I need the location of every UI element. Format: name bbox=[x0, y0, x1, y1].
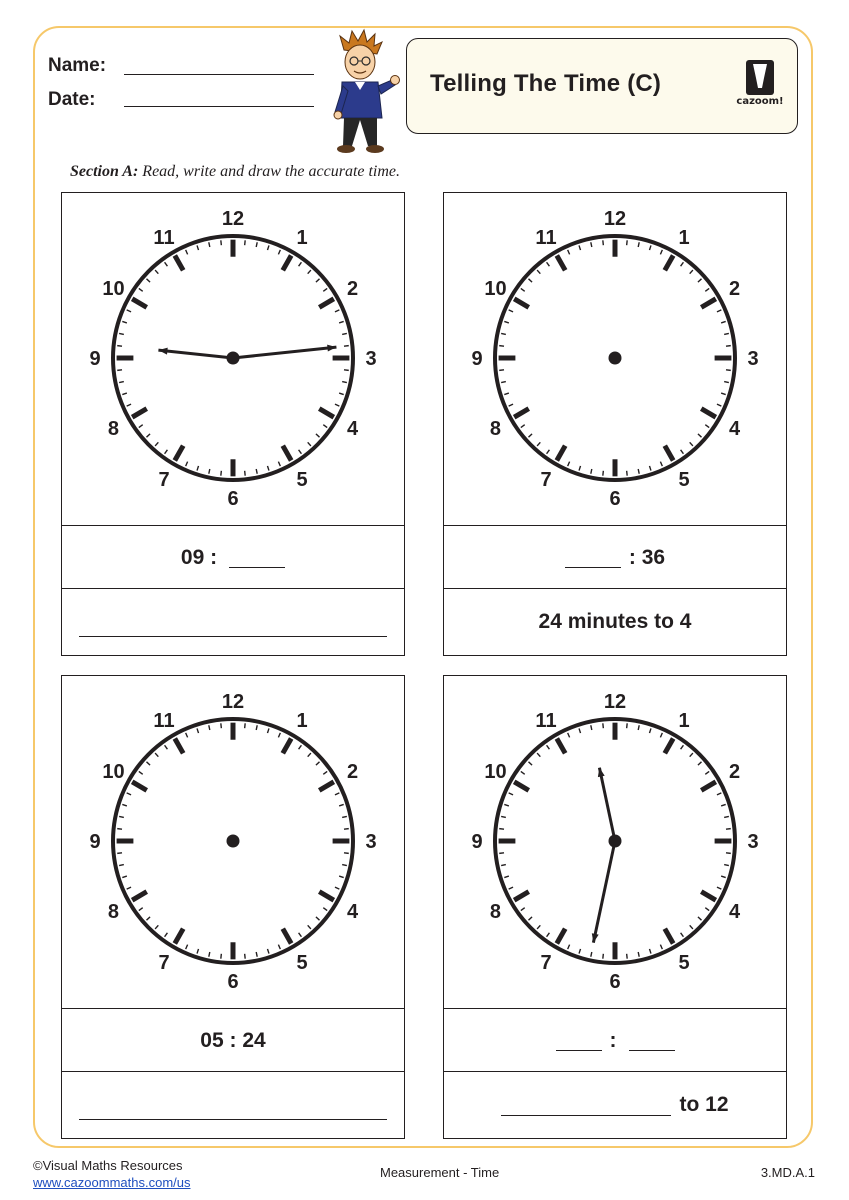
minute-tick bbox=[256, 725, 257, 730]
clock-number: 4 bbox=[728, 418, 741, 440]
digital-hours: 09 : bbox=[180, 545, 218, 569]
name-label: Name: bbox=[48, 55, 107, 76]
mascot-boy-illustration bbox=[322, 28, 402, 156]
clock-number: 1 bbox=[296, 226, 308, 249]
minute-tick bbox=[245, 954, 246, 959]
clock-number: 7 bbox=[158, 469, 170, 492]
website-link[interactable]: www.cazoommaths.com/us bbox=[33, 1175, 191, 1190]
minute-tick bbox=[245, 723, 246, 728]
clock-number: 1 bbox=[296, 709, 308, 732]
clock-center-dot bbox=[609, 352, 622, 365]
minute-tick bbox=[501, 333, 506, 334]
clock-number: 8 bbox=[107, 901, 120, 923]
clock-number: 3 bbox=[365, 831, 377, 853]
clock-number: 2 bbox=[728, 278, 741, 300]
words-time-row bbox=[62, 588, 404, 655]
clock-number: 8 bbox=[489, 901, 502, 923]
clock-number: 6 bbox=[609, 971, 621, 993]
minute-tick bbox=[726, 370, 731, 371]
minute-tick bbox=[119, 333, 124, 334]
clock-number: 10 bbox=[484, 761, 507, 783]
minute-tick bbox=[117, 346, 122, 347]
clock-number: 12 bbox=[221, 691, 245, 713]
minute-tick bbox=[119, 865, 124, 866]
clock-number: 11 bbox=[153, 709, 175, 732]
minute-tick bbox=[591, 242, 592, 247]
clock-number: 9 bbox=[471, 831, 483, 853]
logo-text: cazoom! bbox=[736, 96, 784, 107]
clock-number: 8 bbox=[107, 418, 120, 440]
cazoom-trophy-icon bbox=[726, 58, 794, 98]
name-field-line[interactable] bbox=[124, 74, 314, 75]
minute-tick bbox=[209, 952, 210, 957]
instruction-text: Read, write and draw the accurate time. bbox=[142, 163, 401, 180]
minute-tick bbox=[245, 240, 246, 245]
footer-topic: Measurement - Time bbox=[380, 1165, 500, 1180]
date-field-line[interactable] bbox=[124, 106, 314, 107]
clock-face bbox=[460, 686, 770, 996]
minute-tick bbox=[726, 853, 731, 854]
minute-tick bbox=[256, 952, 257, 957]
minute-tick bbox=[117, 370, 122, 371]
minute-tick bbox=[627, 240, 628, 245]
clock-number: 7 bbox=[540, 952, 552, 975]
minute-tick bbox=[724, 333, 729, 334]
minute-tick bbox=[591, 469, 592, 474]
clock-number: 1 bbox=[678, 226, 690, 249]
clock-number: 11 bbox=[535, 226, 557, 249]
question-panel-4 bbox=[443, 675, 787, 1139]
words-answer-blank[interactable] bbox=[79, 1091, 387, 1120]
minute-tick bbox=[724, 382, 729, 383]
digital-separator: : bbox=[609, 1028, 617, 1052]
clock-number: 6 bbox=[227, 971, 239, 993]
clock-center-dot bbox=[227, 835, 240, 848]
worksheet-title: Telling The Time (C) bbox=[430, 70, 662, 97]
words-time-row bbox=[444, 1071, 786, 1138]
footer-credits bbox=[33, 1157, 191, 1191]
digital-time-text: 05 : 24 bbox=[200, 1028, 266, 1052]
clock-face bbox=[78, 203, 388, 513]
minute-tick bbox=[501, 865, 506, 866]
minute-tick bbox=[638, 725, 639, 730]
clock-number: 5 bbox=[296, 469, 308, 492]
words-answer-blank[interactable] bbox=[501, 1095, 671, 1116]
minute-tick bbox=[726, 346, 731, 347]
clock-number: 12 bbox=[221, 208, 245, 230]
minute-tick bbox=[591, 725, 592, 730]
clock-number: 4 bbox=[346, 418, 359, 440]
clock-number: 6 bbox=[227, 488, 239, 510]
clock-number: 1 bbox=[678, 709, 690, 732]
clock-number: 7 bbox=[540, 469, 552, 492]
digital-time-row bbox=[62, 525, 404, 589]
digital-time-row bbox=[444, 525, 786, 589]
minute-tick bbox=[342, 382, 347, 383]
minute-tick bbox=[209, 469, 210, 474]
question-panel-3 bbox=[61, 675, 405, 1139]
minute-tick bbox=[726, 829, 731, 830]
minute-tick bbox=[627, 954, 628, 959]
minute-tick bbox=[117, 853, 122, 854]
question-panel-2 bbox=[443, 192, 787, 656]
clock-center-dot bbox=[227, 352, 240, 365]
clock-number: 12 bbox=[603, 208, 627, 230]
minute-tick bbox=[603, 954, 604, 959]
minute-tick bbox=[344, 370, 349, 371]
clock-number: 11 bbox=[535, 709, 557, 732]
words-time-row bbox=[444, 588, 786, 655]
minute-tick bbox=[209, 242, 210, 247]
clock-face bbox=[78, 686, 388, 996]
minute-tick bbox=[603, 471, 604, 476]
minute-tick bbox=[245, 471, 246, 476]
minute-tick bbox=[603, 240, 604, 245]
clock-number: 10 bbox=[102, 278, 125, 300]
clock-number: 5 bbox=[678, 952, 690, 975]
digital-time-row bbox=[62, 1008, 404, 1072]
minute-tick bbox=[117, 829, 122, 830]
clock-number: 9 bbox=[89, 348, 101, 370]
minute-tick bbox=[501, 816, 506, 817]
digital-hours-blank[interactable] bbox=[556, 1030, 602, 1051]
minute-tick bbox=[603, 723, 604, 728]
words-time-suffix: to 12 bbox=[679, 1093, 729, 1116]
minute-tick bbox=[627, 723, 628, 728]
clock-number: 4 bbox=[728, 901, 741, 923]
cazoom-logo bbox=[726, 58, 794, 116]
clock-number: 6 bbox=[609, 488, 621, 510]
minute-tick bbox=[638, 242, 639, 247]
minute-tick bbox=[499, 853, 504, 854]
clock-face bbox=[460, 203, 770, 513]
digital-minutes-blank[interactable] bbox=[229, 547, 285, 568]
minute-tick bbox=[724, 816, 729, 817]
minute-tick bbox=[209, 725, 210, 730]
minute-tick bbox=[221, 954, 222, 959]
minute-tick bbox=[342, 816, 347, 817]
minute-tick bbox=[344, 346, 349, 347]
clock-number: 4 bbox=[346, 901, 359, 923]
clock-number: 12 bbox=[603, 691, 627, 713]
minute-tick bbox=[638, 469, 639, 474]
date-label: Date: bbox=[48, 89, 96, 110]
copyright-text: ©Visual Maths Resources bbox=[33, 1158, 183, 1173]
minute-tick bbox=[342, 865, 347, 866]
words-time-row bbox=[62, 1071, 404, 1138]
clock-number: 3 bbox=[747, 831, 759, 853]
minute-tick bbox=[344, 829, 349, 830]
minute-tick bbox=[221, 723, 222, 728]
minute-tick bbox=[724, 865, 729, 866]
clock-number: 5 bbox=[678, 469, 690, 492]
clock-number: 2 bbox=[346, 278, 359, 300]
question-panel-1 bbox=[61, 192, 405, 656]
clock-number: 3 bbox=[365, 348, 377, 370]
clock-number: 8 bbox=[489, 418, 502, 440]
clock-number: 9 bbox=[471, 348, 483, 370]
digital-hours-blank[interactable] bbox=[565, 547, 621, 568]
minute-tick bbox=[499, 346, 504, 347]
clock-number: 5 bbox=[296, 952, 308, 975]
clock-number: 3 bbox=[747, 348, 759, 370]
clock-center-dot bbox=[609, 835, 622, 848]
minute-tick bbox=[499, 829, 504, 830]
minute-tick bbox=[256, 469, 257, 474]
minute-tick bbox=[501, 382, 506, 383]
clock-number: 2 bbox=[728, 761, 741, 783]
footer-standard-code: 3.MD.A.1 bbox=[760, 1165, 815, 1180]
minute-tick bbox=[627, 471, 628, 476]
minute-tick bbox=[256, 242, 257, 247]
section-label: Section A: bbox=[70, 163, 139, 180]
minute-tick bbox=[119, 382, 124, 383]
digital-time-row bbox=[444, 1008, 786, 1072]
minute-tick bbox=[342, 333, 347, 334]
clock-number: 2 bbox=[346, 761, 359, 783]
clock-number: 11 bbox=[153, 226, 175, 249]
clock-number: 10 bbox=[102, 761, 125, 783]
minute-tick bbox=[344, 853, 349, 854]
minute-tick bbox=[638, 952, 639, 957]
minute-tick bbox=[221, 240, 222, 245]
digital-minutes: : 36 bbox=[628, 545, 666, 569]
minute-tick bbox=[119, 816, 124, 817]
instruction bbox=[70, 163, 400, 181]
minute-tick bbox=[221, 471, 222, 476]
minute-tick bbox=[591, 952, 592, 957]
words-time-text: 24 minutes to 4 bbox=[538, 610, 692, 633]
clock-number: 10 bbox=[484, 278, 507, 300]
minute-tick bbox=[499, 370, 504, 371]
clock-number: 7 bbox=[158, 952, 170, 975]
clock-number: 9 bbox=[89, 831, 101, 853]
words-answer-blank[interactable] bbox=[79, 608, 387, 637]
digital-minutes-blank[interactable] bbox=[629, 1030, 675, 1051]
